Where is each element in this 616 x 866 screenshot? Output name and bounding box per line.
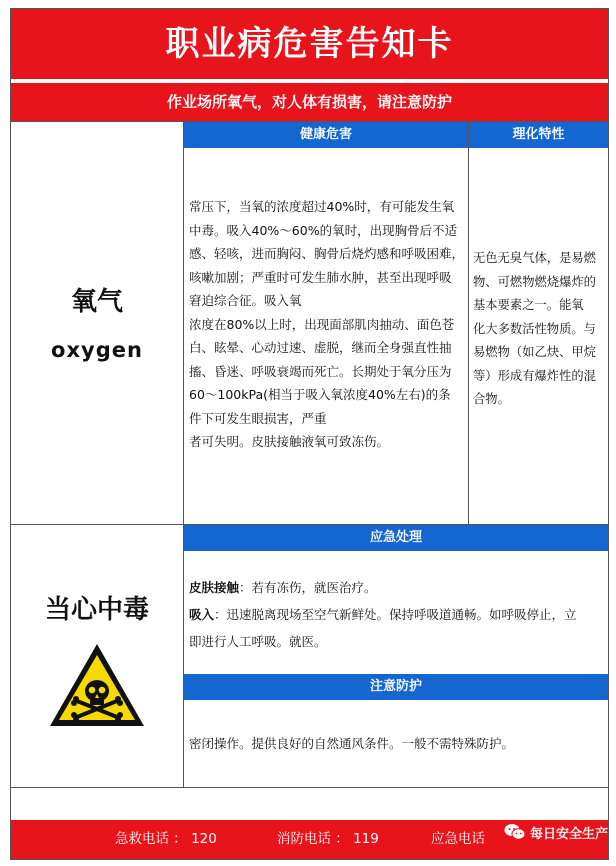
- properties-header: 理化特性: [469, 122, 608, 148]
- inhale-text: ：迅速脱离现场至空气新鲜处。保持呼吸道通畅。如呼吸停止，立: [214, 607, 577, 622]
- text-line: 化大多数活性物质。与: [473, 321, 596, 336]
- health-hazard-text: [189, 195, 465, 454]
- text-line: 合物。: [473, 392, 510, 406]
- text-line: 中毒。吸入40%～60%的氧时，出现胸骨后不适: [189, 222, 458, 238]
- first-aid-phone: 急救电话 ： 120: [115, 831, 217, 847]
- toxic-skull-warning-icon: [47, 641, 147, 729]
- health-hazard-header: 健康危害: [184, 122, 468, 148]
- protection-header: 注意防护: [184, 674, 608, 700]
- text-line: 件下可发生眼损害，严重: [189, 410, 327, 426]
- skin-contact-text: ：若有冻伤，就医治疗。: [239, 580, 377, 595]
- skin-contact-line: [189, 574, 605, 601]
- text-line: 浓度在80%以上时，出现面部肌肉抽动、面色苍: [189, 316, 455, 332]
- text-line: 基本要素之一。能氧: [473, 298, 584, 312]
- text-line: 感、轻咳，进而胸闷、胸骨后烧灼感和呼吸困难，: [189, 246, 465, 261]
- text-line: 搐、昏迷、呼吸衰竭而死亡。长期处于氧分压为: [189, 363, 452, 379]
- emergency-header: 应急处理: [184, 525, 608, 551]
- inhale-line-2: 即进行人工呼吸。就医。: [189, 634, 327, 649]
- text-line: 者可失明。皮肤接触液氧可致冻伤。: [189, 434, 390, 449]
- wechat-icon: [504, 823, 526, 841]
- inhale-line: [189, 601, 605, 628]
- text-line: 咳嗽加剧；严重时可发生肺水肿，甚至出现呼吸: [189, 269, 452, 285]
- substance-name-zh: 氧气: [70, 287, 123, 317]
- fire-phone: 消防电话 ： 119: [277, 831, 379, 847]
- text-line: 常压下，当氧的浓度超过40%时，有可能发生氧: [189, 199, 455, 214]
- row-divider: [11, 787, 608, 788]
- text-line: 60～100kPa(相当于吸入氧浓度40%左右)的条: [189, 387, 451, 402]
- text-line: 易燃物（如乙炔、甲烷: [473, 345, 596, 359]
- col-divider-right: [468, 121, 469, 524]
- watermark: [504, 820, 608, 844]
- card-subtitle: 作业场所氧气，对人体有损害，请注意防护: [11, 83, 608, 121]
- text-line: 无色无臭气体，是易燃: [473, 251, 596, 265]
- inhale-label: 吸入: [189, 607, 215, 622]
- text-line: 等）形成有爆炸性的混: [473, 368, 596, 383]
- text-line: 物、可燃物燃烧爆炸的: [473, 274, 596, 289]
- emergency-text: [189, 574, 605, 655]
- text-line: 窘迫综合征。吸入氧: [189, 293, 302, 308]
- substance-name-en: oxygen: [51, 338, 143, 362]
- emergency-phone: 应急电话: [431, 831, 485, 847]
- skin-contact-label: 皮肤接触: [189, 580, 240, 595]
- text-line: 白、眩晕、心动过速、虚脱，继而全身强直性抽: [189, 340, 452, 355]
- card-title: 职业病危害告知卡: [11, 9, 608, 79]
- protection-text: 密闭操作。提供良好的自然通风条件。一般不需特殊防护。: [189, 736, 515, 751]
- warning-label: 当心中毒: [44, 595, 149, 625]
- properties-text: [473, 247, 607, 412]
- watermark-text: 每日安全生产: [529, 826, 608, 842]
- hazard-notice-card: [10, 8, 609, 860]
